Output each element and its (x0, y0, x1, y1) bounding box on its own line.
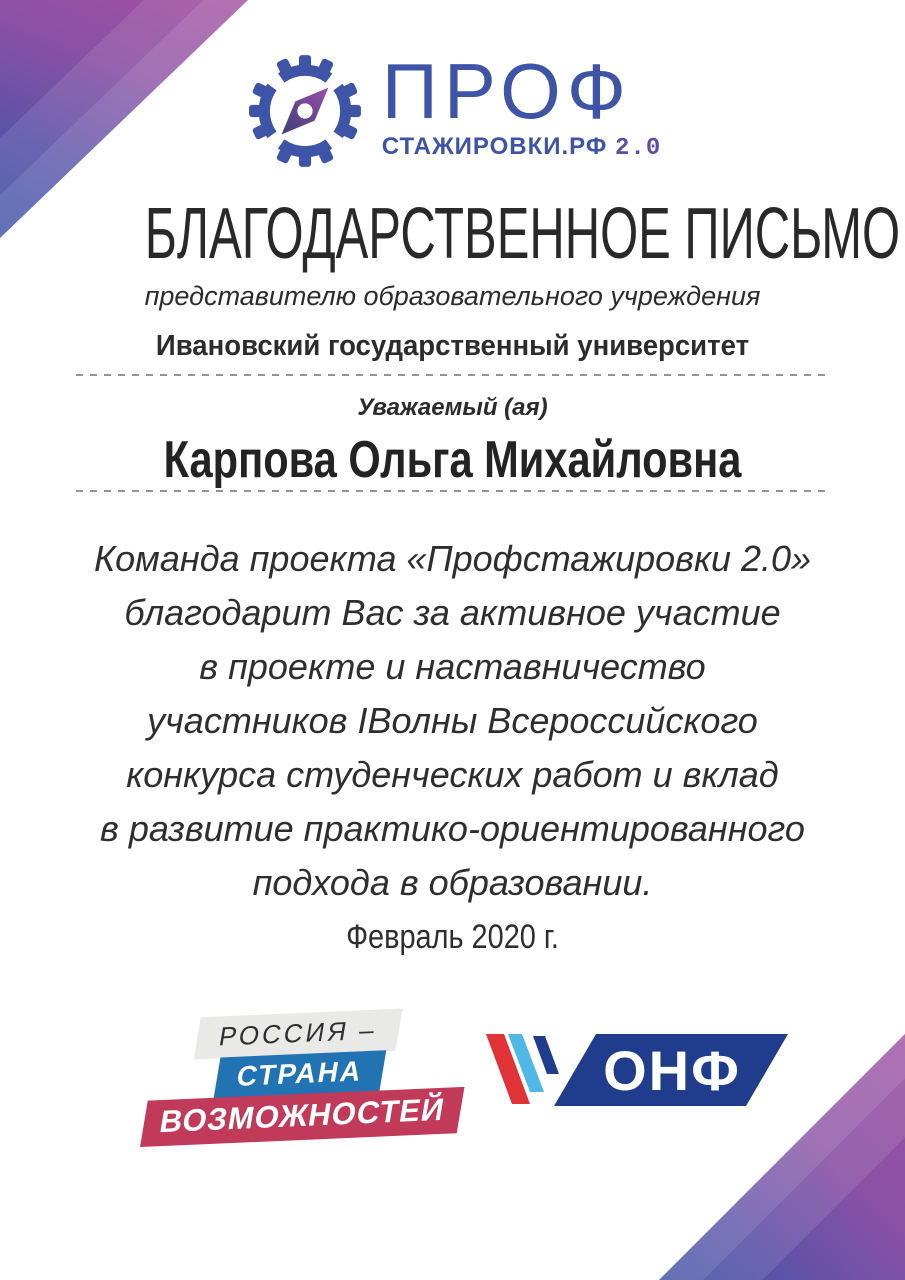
body-line: в развитие практико-ориентированного (100, 808, 805, 849)
dashed-divider (76, 374, 829, 376)
rsv-logo-line-1: РОССИЯ – (194, 1008, 403, 1059)
letter-body (0, 532, 905, 910)
recipient-name: Карпова Ольга Михайловна (163, 431, 742, 489)
gear-compass-icon (244, 50, 366, 172)
onf-label: ОНФ (603, 1039, 741, 1102)
profstazhirovki-logo (0, 47, 905, 172)
logo-name-top: ПРОФ (381, 47, 633, 135)
body-line: подхода в образовании. (252, 862, 653, 903)
body-line: Команда проекта «Профстажировки 2.0» (93, 538, 812, 579)
logo-version: 2.0 (615, 134, 662, 162)
rsv-logo-line-3: ВОЗМОЖНОСТЕЙ (140, 1087, 464, 1147)
letter-title: БЛАГОДАРСТВЕННОЕ ПИСЬМО (144, 194, 901, 274)
organization-name: Ивановский государственный университет (155, 330, 750, 362)
onf-logo (478, 1030, 790, 1110)
logo-domain: СТАЖИРОВКИ.РФ (381, 132, 608, 160)
body-line: в проекте и наставничество (199, 646, 706, 687)
onf-flag-stripe-navy (533, 1036, 559, 1074)
body-line: благодарит Вас за активное участие (124, 592, 781, 633)
letter-date: Февраль 2020 г. (346, 918, 559, 956)
logo-name-bottom (382, 133, 661, 162)
salutation: Уважаемый (ая) (357, 394, 548, 421)
body-line: конкурса студенческих работ и вклад (126, 754, 779, 795)
rsv-logo-line-2: СТРАНА (214, 1050, 386, 1099)
dashed-divider (76, 490, 829, 492)
rsv-logo (147, 1008, 452, 1147)
logo-wordmark (381, 47, 662, 162)
body-line: участников IВолны Всероссийского (147, 700, 758, 741)
letter-subtitle: представителю образовательного учреждения (144, 281, 761, 311)
